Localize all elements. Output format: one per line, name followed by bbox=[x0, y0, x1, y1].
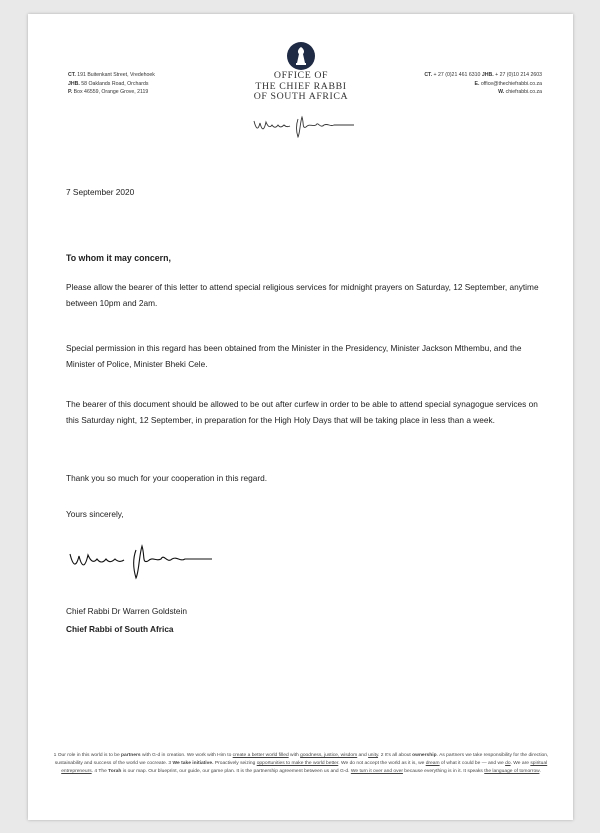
signatory-title: Chief Rabbi of South Africa bbox=[66, 624, 174, 634]
paragraph-1: Please allow the bearer of this letter to attend special religious services for midnight prayers on Saturday, 12 September, anytime between 10pm and 2am. bbox=[66, 282, 539, 308]
chief-rabbi-seal-icon bbox=[286, 41, 316, 71]
address-line-po: P. Box 46559, Orange Grove, 2119 bbox=[68, 89, 149, 96]
office-title-line1: OFFICE OF bbox=[273, 70, 329, 81]
signatory-name: Chief Rabbi Dr Warren Goldstein bbox=[66, 606, 187, 616]
salutation: To whom it may concern, bbox=[66, 253, 171, 263]
office-title-line2: THE CHIEF RABBI bbox=[255, 80, 347, 92]
header-signature-icon bbox=[250, 113, 360, 139]
address-line-ct: CT. 191 Buitenkant Street, Vredehoek bbox=[68, 72, 155, 78]
paragraph-3: The bearer of this document should be allowed to be out after curfew in order to be able to attend special synagogue services on this Saturday night, 12 September, in preparation for the High Holy Days that will be taking place in less than a week. bbox=[66, 399, 538, 425]
address-line-jhb: JHB. 58 Oaklands Road, Orchards bbox=[68, 80, 149, 87]
signature-icon bbox=[66, 540, 216, 580]
right-contact-block bbox=[424, 71, 542, 97]
contact-phone-line: CT. + 27 (0)21 461 6310 JHB. + 27 (0)10 214 2603 bbox=[424, 72, 542, 78]
closing: Yours sincerely, bbox=[66, 509, 124, 519]
office-title-line3: OF SOUTH AFRICA bbox=[253, 91, 349, 103]
office-title bbox=[226, 71, 376, 103]
letter-page bbox=[28, 14, 573, 820]
contact-web-line: W. chiefrabbi.co.za bbox=[498, 89, 542, 96]
paragraph-2: Special permission in this regard has been obtained from the Minister in the Presidency, Minister Jackson Mthembu, and the Minister of Police, Minister Bheki Cele. bbox=[66, 343, 522, 369]
footer-values: 1 Our role in this world is to be partners with G-d in creation. We work with Him to create a better world filled with goodness, justice, wisdom and unity. 2 It's all about ownership. As partners we take responsibility for the direction, sustainability and success of the world we cocreate. 3 We take initiative. Proactively seizing opportunities to make the world better. We do not accept the world as it is, we dream of what it could be — and we do. We are spiritual entrepreneurs. 4 The Torah is our map. Our blueprint, our guide, our game plan. It is the partnership agreement between us and G-d. We turn it over and over because everything is in it. It speaks the language of tomorrow. bbox=[53, 753, 549, 774]
left-address-block bbox=[68, 71, 155, 97]
letter-date: 7 September 2020 bbox=[66, 187, 135, 197]
paragraph-4: Thank you so much for your cooperation in this regard. bbox=[66, 473, 268, 483]
contact-email-line: E. office@thechiefrabbi.co.za bbox=[474, 80, 542, 87]
